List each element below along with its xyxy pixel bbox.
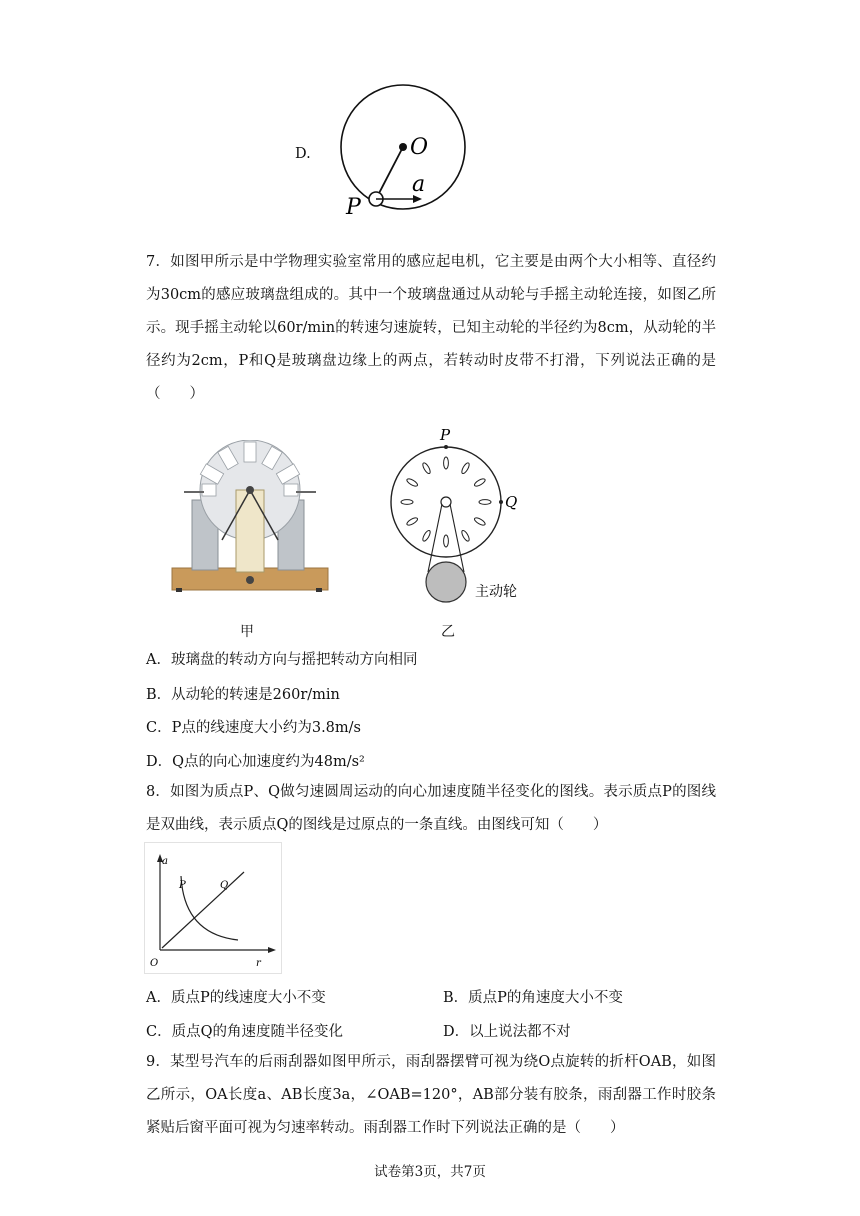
x-arrow-icon bbox=[268, 947, 276, 953]
y-axis-label: a bbox=[162, 856, 168, 867]
label-a: a bbox=[412, 172, 426, 197]
point-p bbox=[444, 445, 448, 449]
driven-wheel bbox=[441, 497, 451, 507]
drive-wheel-label: 主动轮 bbox=[475, 584, 517, 600]
curve-p-label: P bbox=[179, 880, 186, 891]
label-p: P bbox=[440, 426, 451, 444]
q7-option-d: D．Q点的向心加速度约为48m/s² bbox=[146, 754, 365, 770]
line-q-label: Q bbox=[220, 880, 229, 891]
q7-option-a: A．玻璃盘的转动方向与摇把转动方向相同 bbox=[146, 652, 418, 668]
q8-option-c: C．质点Q的角速度随半径变化 bbox=[146, 1024, 343, 1040]
origin-label: O bbox=[150, 958, 159, 969]
line-q bbox=[162, 872, 244, 948]
belt-left bbox=[428, 504, 442, 572]
page-footer: 试卷第3页，共7页 bbox=[374, 1164, 486, 1180]
acceleration-radius-graph bbox=[144, 842, 284, 976]
circle-acceleration-figure bbox=[330, 70, 480, 230]
q7-option-c: C．P点的线速度大小约为3.8m/s bbox=[146, 720, 361, 736]
point-q bbox=[499, 500, 503, 504]
q8-text: 8．如图为质点P、Q做匀速圆周运动的向心加速度随半径变化的图线。表示质点P的图线是双曲线，表示质点Q的图线是过原点的一条直线。由图线可知（ ） bbox=[146, 784, 716, 833]
q8-option-b: B．质点P的角速度大小不变 bbox=[443, 990, 623, 1006]
disk-drive-diagram bbox=[385, 422, 555, 618]
label-p: P bbox=[346, 195, 361, 220]
label-o: O bbox=[410, 135, 429, 160]
belt-right bbox=[450, 504, 464, 572]
fig-yi-caption: 乙 bbox=[441, 624, 455, 640]
drive-wheel bbox=[426, 562, 466, 602]
x-axis-label: r bbox=[256, 958, 261, 969]
q8-option-d: D．以上说法都不对 bbox=[443, 1024, 571, 1040]
q7-option-b: B．从动轮的转速是260r/min bbox=[146, 687, 340, 703]
radius-line bbox=[376, 147, 403, 199]
q8-option-a: A．质点P的线速度大小不变 bbox=[146, 990, 326, 1006]
q7-text: 7．如图甲所示是中学物理实验室常用的感应起电机，它主要是由两个大小相等、直径约为30cm的感应玻璃盘组成的。其中一个玻璃盘通过从动轮与手摇主动轮连接，如图乙所示。现手摇主动轮以60r/min的转速匀速旋转，已知主动轮的半径约为8cm，从动轮的半径约为2cm，P和Q是玻璃盘边缘上的两点，若转动时皮带不打滑，下列说法正确的是（ ） bbox=[146, 254, 716, 402]
q9-text: 9．某型号汽车的后雨刮器如图甲所示，雨刮器摆臂可视为绕O点旋转的折杆OAB，如图乙所示，OA长度a、AB长度3a，∠OAB=120°，AB部分装有胶条，雨刮器工作时胶条紧贴后窗平面可视为匀速率转动。雨刮器工作时下列说法正确的是（ ） bbox=[146, 1054, 716, 1136]
label-q: Q bbox=[505, 493, 518, 511]
induction-machine-photo bbox=[170, 440, 330, 600]
option-d-label: D. bbox=[295, 146, 311, 162]
fig-jia-caption: 甲 bbox=[240, 624, 254, 640]
